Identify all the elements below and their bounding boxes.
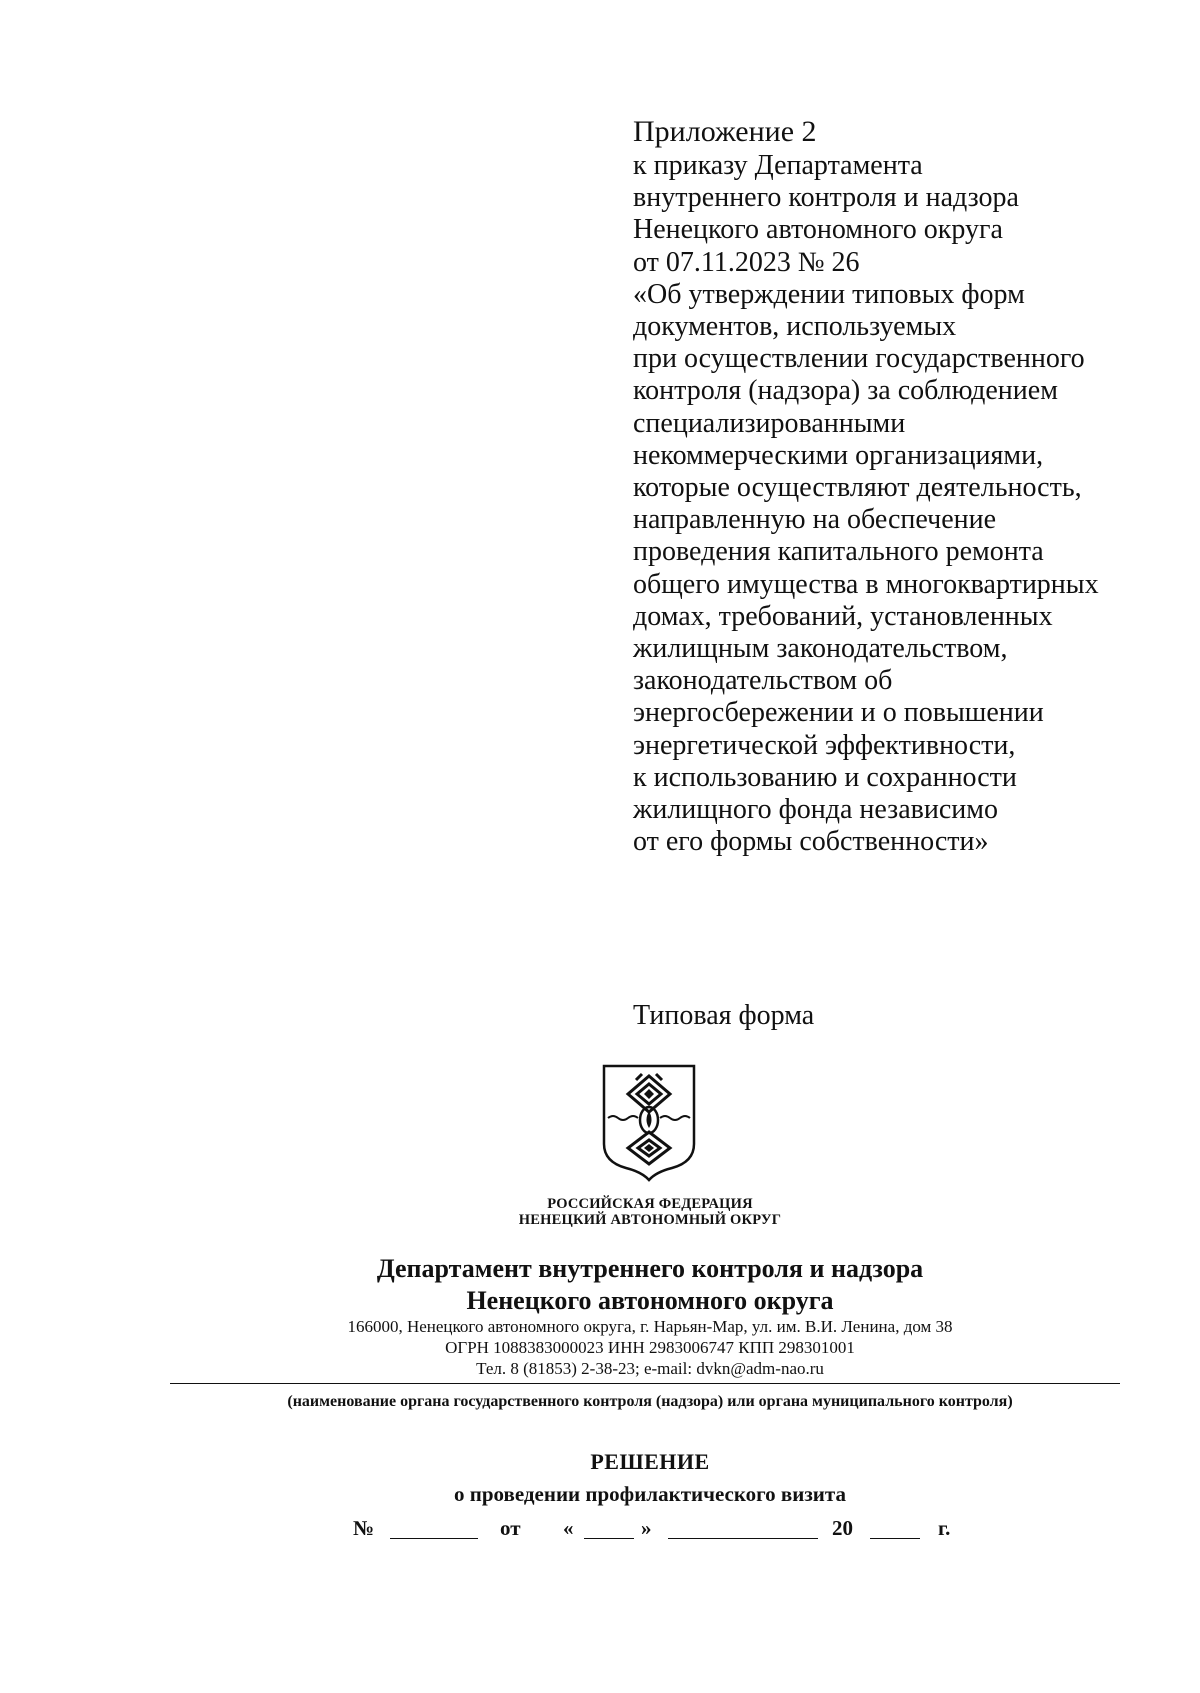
appendix-line: жилищным законодательством, (633, 633, 1008, 665)
appendix-line: жилищного фонда независимо (633, 794, 998, 826)
number-blank (390, 1538, 478, 1539)
appendix-line: энергосбережении и о повышении (633, 697, 1044, 729)
department-address (170, 1316, 1130, 1379)
address-line: 166000, Ненецкого автономного округа, г. Нарьян-Мар, ул. им. В.И. Ленина, дом 38 (347, 1317, 953, 1336)
form-type-label: Типовая форма (633, 1000, 815, 1031)
department-line: Департамент внутреннего контроля и надзора (376, 1254, 924, 1283)
decision-subtitle: о проведении профилактического визита (454, 1482, 846, 1506)
appendix-line: к использованию и сохранности (633, 761, 1017, 793)
region-line: НЕНЕЦКИЙ АВТОНОМНЫЙ ОКРУГ (518, 1212, 782, 1228)
appendix-line: от 07.11.2023 № 26 (633, 246, 860, 278)
coat-of-arms-icon (600, 1062, 698, 1182)
appendix-line: энергетической эффективности, (633, 729, 1016, 761)
appendix-line: документов, используемых (633, 311, 957, 343)
country-line: РОССИЙСКАЯ ФЕДЕРАЦИЯ (547, 1196, 753, 1212)
quote-open: « (563, 1516, 574, 1540)
contact-line: Тел. 8 (81853) 2-38-23; e-mail: dvkn@adm-nao.ru (476, 1359, 824, 1378)
appendix-line: некоммерческими организациями, (633, 439, 1044, 471)
appendix-line: контроля (надзора) за соблюдением (633, 375, 1058, 407)
appendix-line: которые осуществляют деятельность, (633, 472, 1082, 504)
appendix-line: общего имущества в многоквартирных (633, 568, 1099, 600)
appendix-line: направленную на обеспечение (633, 504, 997, 536)
decision-number-row (0, 1514, 1200, 1546)
appendix-line: домах, требований, установленных (633, 600, 1053, 632)
department-name (170, 1253, 1130, 1317)
month-blank (668, 1538, 818, 1539)
appendix-line: при осуществлении государственного (633, 343, 1085, 375)
appendix-title: Приложение 2 (633, 115, 817, 148)
appendix-line: внутреннего контроля и надзора (633, 182, 1019, 214)
year-blank (870, 1538, 920, 1539)
header-divider (170, 1383, 1120, 1384)
department-line: Ненецкого автономного округа (466, 1286, 834, 1315)
year-suffix: г. (938, 1516, 951, 1540)
quote-close: » (641, 1516, 652, 1540)
appendix-line: «Об утверждении типовых форм (633, 278, 1025, 310)
appendix-line: проведения капитального ремонта (633, 536, 1044, 568)
authority-caption: (наименование органа государственного контроля (надзора) или органа муниципального контроля) (287, 1393, 1013, 1410)
appendix-line: Ненецкого автономного округа (633, 214, 1003, 246)
appendix-line: специализированными (633, 407, 906, 439)
decision-title: РЕШЕНИЕ (590, 1449, 710, 1474)
registration-line: ОГРН 1088383000023 ИНН 2983006747 КПП 298301001 (445, 1338, 855, 1357)
appendix-line: законодательством об (633, 665, 893, 697)
appendix-line: к приказу Департамента (633, 150, 923, 181)
appendix-line: от его формы собственности» (633, 826, 989, 858)
from-label: от (500, 1516, 521, 1540)
day-blank (584, 1538, 634, 1539)
number-sign: № (353, 1516, 375, 1540)
century-label: 20 (832, 1516, 853, 1540)
appendix-block (633, 114, 1153, 858)
country-header (170, 1196, 1130, 1228)
